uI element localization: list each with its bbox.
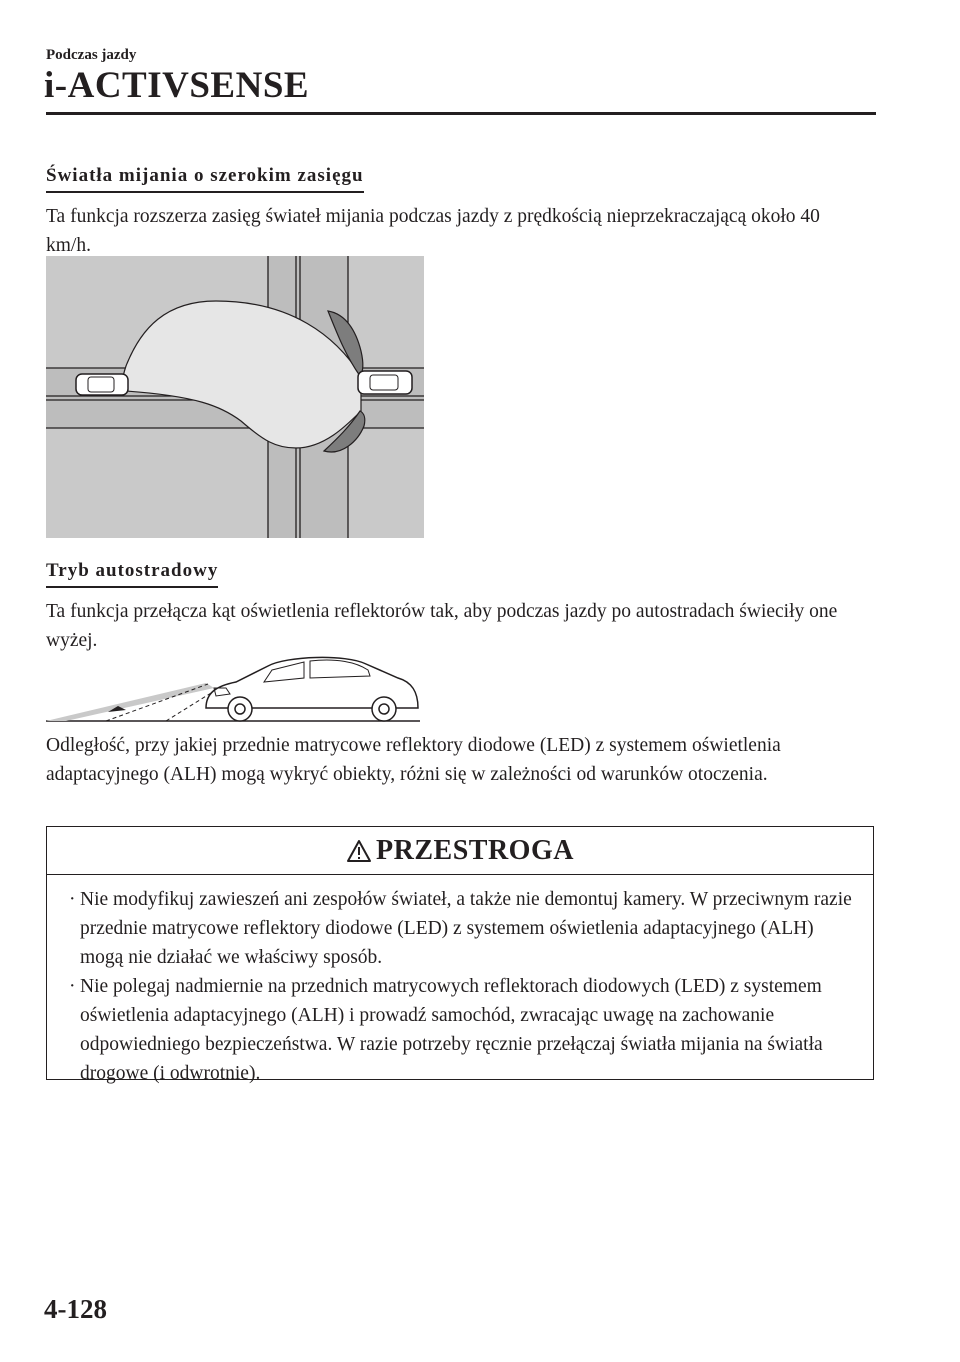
caution-header xyxy=(47,827,873,875)
caution-item xyxy=(71,972,861,1088)
highway-heading: Tryb autostradowy xyxy=(46,560,218,588)
bullet-dot: · xyxy=(69,889,76,910)
beam-area xyxy=(46,683,214,721)
caution-item-text: Nie polegaj nadmiernie na przednich matrycowych reflektorach diodowych (LED) z systemem oświetlenia adaptacyjnego (ALH) i prowadź samochód, zwracając uwagę na zachowanie odpowiedniego bezpieczeństwa. W razie potrzeby ręcznie przełączaj światła mijania na światła drogowe (i odwrotnie). xyxy=(80,976,823,1084)
page-number: 4-128 xyxy=(44,1294,107,1324)
caution-list xyxy=(71,885,861,1088)
highway-text: Ta funkcja przełącza kąt oświetlenia reflektorów tak, aby podczas jazdy po autostradach świeciły one wyżej. xyxy=(46,601,838,651)
oncoming-car xyxy=(76,374,128,395)
caution-divider xyxy=(47,874,873,875)
own-car xyxy=(358,371,412,394)
wide-beam-intersection-figure xyxy=(46,256,424,538)
detection-distance-note: Odległość, przy jakiej przednie matrycowe reflektory diodowe (LED) z systemem oświetlenia adaptacyjnego (ALH) mogą wykryć obiekty, różni się w zależności od warunków otoczenia. xyxy=(46,735,781,785)
sedan-car xyxy=(206,657,418,721)
caution-box xyxy=(46,826,874,1084)
caution-item-text: Nie modyfikuj zawieszeń ani zespołów świateł, a także nie demontuj kamery. W przeciwnym razie przednie matrycowe reflektory diodowe (LED) z systemem oświetlenia adaptacyjnego (ALH) mogą nie działać we właściwy sposób. xyxy=(80,889,852,968)
wide-beam-text: Ta funkcja rozszerza zasięg świateł mijania podczas jazdy z prędkością nieprzekraczającą około 40 km/h. xyxy=(46,206,820,256)
caution-title: PRZESTROGA xyxy=(376,835,574,866)
bullet-dot: · xyxy=(69,976,76,997)
warning-triangle-icon xyxy=(346,839,372,863)
wide-beam-heading: Światła mijania o szerokim zasięgu xyxy=(46,165,364,193)
chapter-label: Podczas jazdy xyxy=(46,47,137,63)
caution-item xyxy=(71,885,861,972)
section-title: i-ACTIVSENSE xyxy=(44,65,310,106)
header-rule xyxy=(46,112,876,115)
highway-mode-car-figure xyxy=(46,648,420,724)
